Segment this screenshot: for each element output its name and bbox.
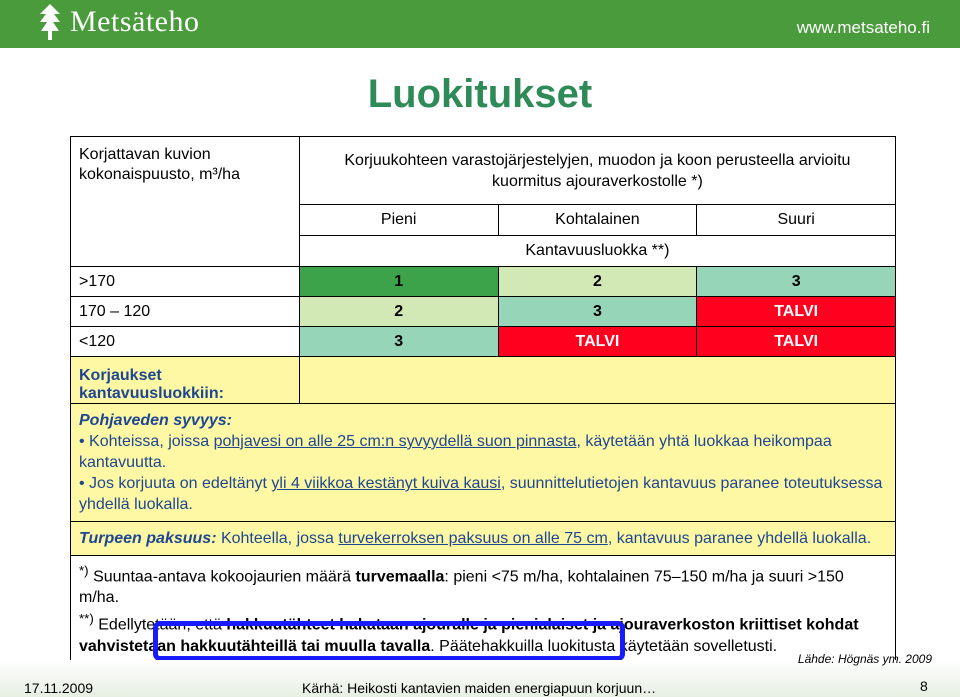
head-volume-cell — [71, 137, 300, 267]
highlight-box — [153, 621, 625, 661]
note2-mark: **) — [79, 611, 94, 627]
corrections-label: Korjaukset kantavuusluokkiin: — [71, 357, 300, 404]
groundwater-title: Pohjaveden syvyys: — [79, 412, 232, 429]
head-volume-label: Korjattavan kuvion kokonaispuusto, m³/ha — [79, 146, 240, 183]
logo-text: Metsäteho — [70, 5, 200, 38]
col-small: Pieni — [299, 205, 498, 236]
cell-3-2: TALVI — [498, 327, 697, 357]
page-title-text: Luokitukset — [367, 72, 593, 116]
source-note: Lähde: Högnäs ym. 2009 — [797, 652, 932, 666]
corrections-empty-cell — [299, 357, 895, 404]
col-large: Suuri — [697, 205, 896, 236]
cell-2-3: TALVI — [697, 297, 896, 327]
groundwater-section — [71, 404, 896, 522]
gw1-text-a: Kohteissa, joissa — [89, 433, 214, 450]
cell-2-2: 3 — [498, 297, 697, 327]
head-load-cell — [299, 137, 895, 205]
peat-text-b: , kantavuus paranee yhdellä luokalla. — [607, 530, 872, 547]
page-number: 8 — [920, 678, 928, 694]
cell-3-3: TALVI — [697, 327, 896, 357]
classification-table — [70, 136, 896, 683]
page-title — [0, 72, 960, 117]
peat-section — [71, 522, 896, 556]
note2-text-a: Edellytetään, että — [93, 616, 227, 634]
cell-1-3: 3 — [697, 267, 896, 297]
note-1 — [79, 560, 887, 608]
header-bar — [0, 0, 960, 48]
peat-text-underlined: turvekerroksen paksuus on alle 75 cm — [338, 530, 608, 547]
col-medium: Kohtalainen — [498, 205, 697, 236]
gw1-text-b: , käytetään yhtä luokkaa heikompaa kantavuutta. — [79, 433, 832, 471]
footer-title: Kärhä: Heikosti kantavien maiden energiapuun korjuun… — [302, 680, 657, 696]
gw2-text-underlined: yli 4 viikkoa kestänyt kuiva kausi — [271, 475, 501, 492]
peat-text-a: Kohteella, jossa — [216, 530, 339, 547]
cell-1-2: 2 — [498, 267, 697, 297]
site-url[interactable]: www.metsateho.fi — [796, 18, 930, 37]
footer-date: 17.11.2009 — [24, 680, 94, 696]
groundwater-bullet-2: • Jos korjuuta on edeltänyt yli 4 viikkoa kestänyt kuiva kausi, suunnittelutietojen kantavuus paranee toteutuksessa yhdellä luokalla. — [79, 475, 883, 513]
gw2-text-a: Jos korjuuta on edeltänyt — [89, 475, 272, 492]
gw2-text-b: , suunnittelutietojen kantavuus paranee toteutuksessa yhdellä luokalla. — [79, 475, 883, 513]
gw1-text-underlined: pohjavesi on alle 25 cm:n syvyydellä suon pinnasta — [213, 433, 577, 450]
note1-text-b: : pieni <75 m/ha, kohtalainen 75–150 m/ha ja suuri >150 m/ha. — [79, 568, 844, 607]
cell-3-1: 3 — [299, 327, 498, 357]
row-label-2: 170 – 120 — [71, 297, 300, 327]
peat-title: Turpeen paksuus: — [79, 530, 217, 547]
cell-1-1: 1 — [299, 267, 498, 297]
class-header: Kantavuusluokka **) — [299, 236, 895, 267]
note1-text-bold: turvemaalla — [355, 568, 445, 586]
cell-2-1: 2 — [299, 297, 498, 327]
groundwater-bullet-1: • Kohteissa, joissa pohjavesi on alle 25 cm:n syvyydellä suon pinnasta, käytetään yhtä luokkaa heikompaa kantavuutta. — [79, 433, 832, 471]
tree-logo-icon — [38, 4, 62, 40]
note2-text-bold: hakkuutähteet hakataan ajouralle ja pienialaiset ja ajouraverkoston kriittiset kohdat vahvistetaan hakkuutähteillä tai muulla tavalla — [79, 616, 859, 655]
row-label-3: <120 — [71, 327, 300, 357]
metsateho-logo[interactable] — [38, 3, 199, 41]
note2-text-b: . Päätehakkuilla luokitusta käytetään sovelletusti. — [430, 637, 778, 655]
note1-mark: *) — [79, 563, 89, 578]
note1-text-a: Suuntaa-antava kokoojaurien määrä — [88, 568, 356, 586]
row-label-1: >170 — [71, 267, 300, 297]
head-load-label: Korjuukohteen varastojärjestelyjen, muodon ja koon perusteella arvioitu kuormitus ajouraverkostolle *) — [344, 151, 851, 190]
